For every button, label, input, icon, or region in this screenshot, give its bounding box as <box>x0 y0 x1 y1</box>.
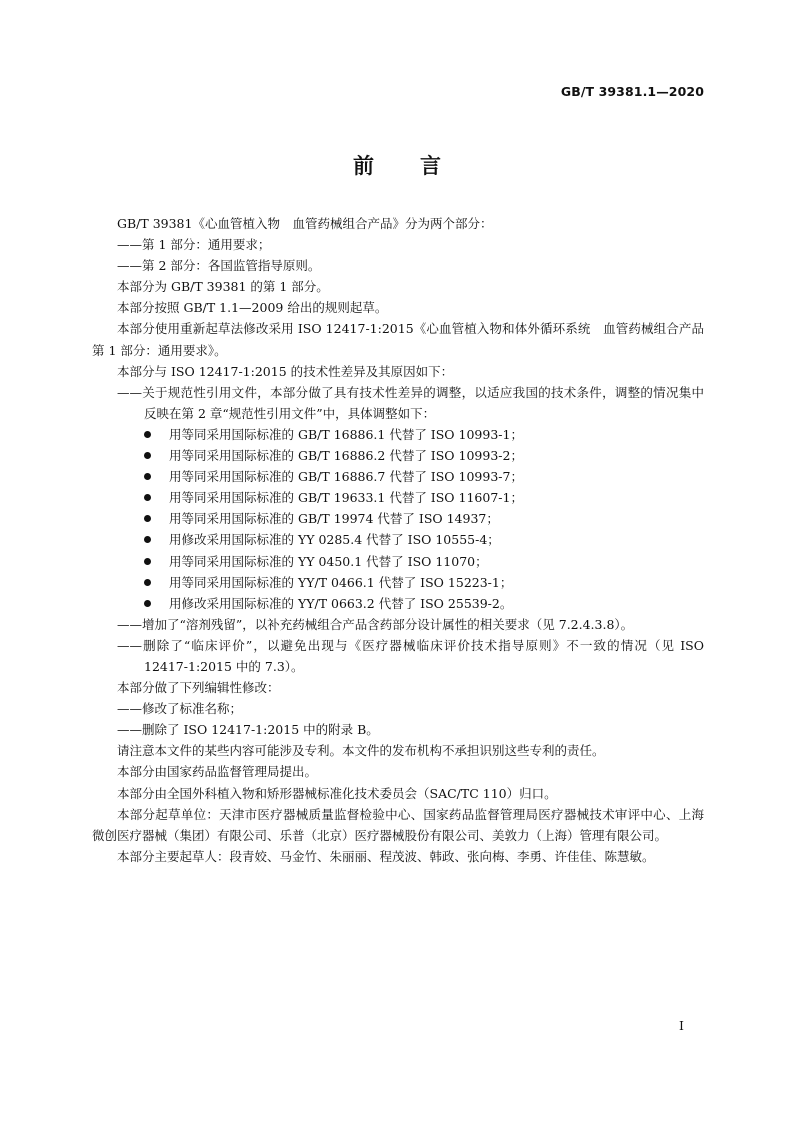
paragraph-drafters: 本部分主要起草人：段青姣、马金竹、朱丽丽、程茂波、韩政、张向梅、李勇、许佳佳、陈慧敏。 <box>117 848 655 864</box>
bullet-icon <box>144 579 151 586</box>
list-item-annex-removed: ——删除了 ISO 12417-1:2015 中的附录 B。 <box>117 722 379 738</box>
list-item-solvent-residue: ——增加了“溶剂残留”，以补充药械组合产品含药部分设计属性的相关要求（见 7.2.4.3.8）。 <box>117 616 634 632</box>
bullet-text: 用等同采用国际标准的 GB/T 16886.7 代替了 ISO 10993-7； <box>169 469 523 485</box>
bullet-item <box>92 551 704 572</box>
bullet-text: 用等同采用国际标准的 GB/T 16886.2 代替了 ISO 10993-2； <box>169 448 523 464</box>
bullet-item <box>92 487 704 508</box>
bullet-icon <box>144 600 151 607</box>
bullet-item <box>92 593 704 614</box>
bullet-item <box>92 529 704 550</box>
list-item-title-change: ——修改了标准名称； <box>117 701 243 717</box>
bullet-icon <box>144 473 151 480</box>
page-title: 前言 <box>353 153 487 178</box>
paragraph-structure: GB/T 39381《心血管植入物 血管药械组合产品》分为两个部分： <box>117 216 493 231</box>
paragraph-differences-intro: 本部分与 ISO 12417-1:2015 的技术性差异及其原因如下： <box>117 363 454 379</box>
bullet-text: 用等同采用国际标准的 YY/T 0466.1 代替了 ISO 15223-1； <box>169 574 513 590</box>
bullet-item <box>92 466 704 487</box>
bullet-text: 用修改采用国际标准的 YY/T 0663.2 代替了 ISO 25539-2。 <box>169 595 513 611</box>
paragraph-committee: 本部分由全国外科植入物和矫形器械标准化技术委员会（SAC/TC 110）归口。 <box>117 785 557 801</box>
paragraph-proposer: 本部分由国家药品监督管理局提出。 <box>117 764 318 780</box>
standard-number: GB/T 39381.1—2020 <box>560 84 704 99</box>
paragraph-editorial-intro: 本部分做了下列编辑性修改： <box>117 680 280 696</box>
bullet-text: 用等同采用国际标准的 GB/T 16886.1 代替了 ISO 10993-1； <box>169 426 523 442</box>
bullet-icon <box>144 494 151 501</box>
bullet-text: 用等同采用国际标准的 GB/T 19974 代替了 ISO 14937； <box>169 511 499 527</box>
paragraph-drafting-organizations: 本部分起草单位：天津市医疗器械质量监督检验中心、国家药品监督管理局医疗器械技术审评中心、上海微创医疗器械（集团）有限公司、乐普（北京）医疗器械股份有限公司、美敦力（上海）管理有限公司。 <box>92 806 704 843</box>
bullet-item <box>92 445 704 466</box>
bullet-icon <box>144 431 151 438</box>
paragraph-drafting-rules: 本部分按照 GB/T 1.1—2009 给出的规则起草。 <box>117 300 388 316</box>
paragraph-adoption: 本部分使用重新起草法修改采用 ISO 12417-1:2015《心血管植入物和体外循环系统 血管药械组合产品 第 1 部分：通用要求》。 <box>92 321 717 358</box>
bullet-item <box>92 572 704 593</box>
list-item-clinical-evaluation: ——删除了“临床评价”，以避免出现与《医疗器械临床评价技术指导原则》不一致的情况（见 ISO 12417-1:2015 中的 7.3）。 <box>117 637 704 674</box>
list-item-part2: ——第 2 部分：各国监管指导原则。 <box>117 258 321 274</box>
bullet-icon <box>144 515 151 522</box>
list-item-part1: ——第 1 部分：通用要求； <box>117 237 271 253</box>
paragraph-part-statement: 本部分为 GB/T 39381 的第 1 部分。 <box>117 279 329 295</box>
foreword-body <box>92 213 717 867</box>
bullet-item <box>92 424 704 445</box>
bullet-text: 用修改采用国际标准的 YY 0285.4 代替了 ISO 10555-4； <box>169 532 500 548</box>
bullet-icon <box>144 558 151 565</box>
list-item-normative-references: ——关于规范性引用文件，本部分做了具有技术性差异的调整，以适应我国的技术条件，调整的情况集中反映在第 2 章“规范性引用文件”中，具体调整如下： <box>117 384 704 421</box>
paragraph-patent-notice: 请注意本文件的某些内容可能涉及专利。本文件的发布机构不承担识别这些专利的责任。 <box>117 743 605 759</box>
bullet-text: 用等同采用国际标准的 YY 0450.1 代替了 ISO 11070； <box>169 553 488 569</box>
page-number: I <box>679 1018 684 1033</box>
bullet-icon <box>144 452 151 459</box>
bullet-icon <box>144 536 151 543</box>
bullet-text: 用等同采用国际标准的 GB/T 19633.1 代替了 ISO 11607-1； <box>169 490 523 506</box>
bullet-item <box>92 508 704 529</box>
